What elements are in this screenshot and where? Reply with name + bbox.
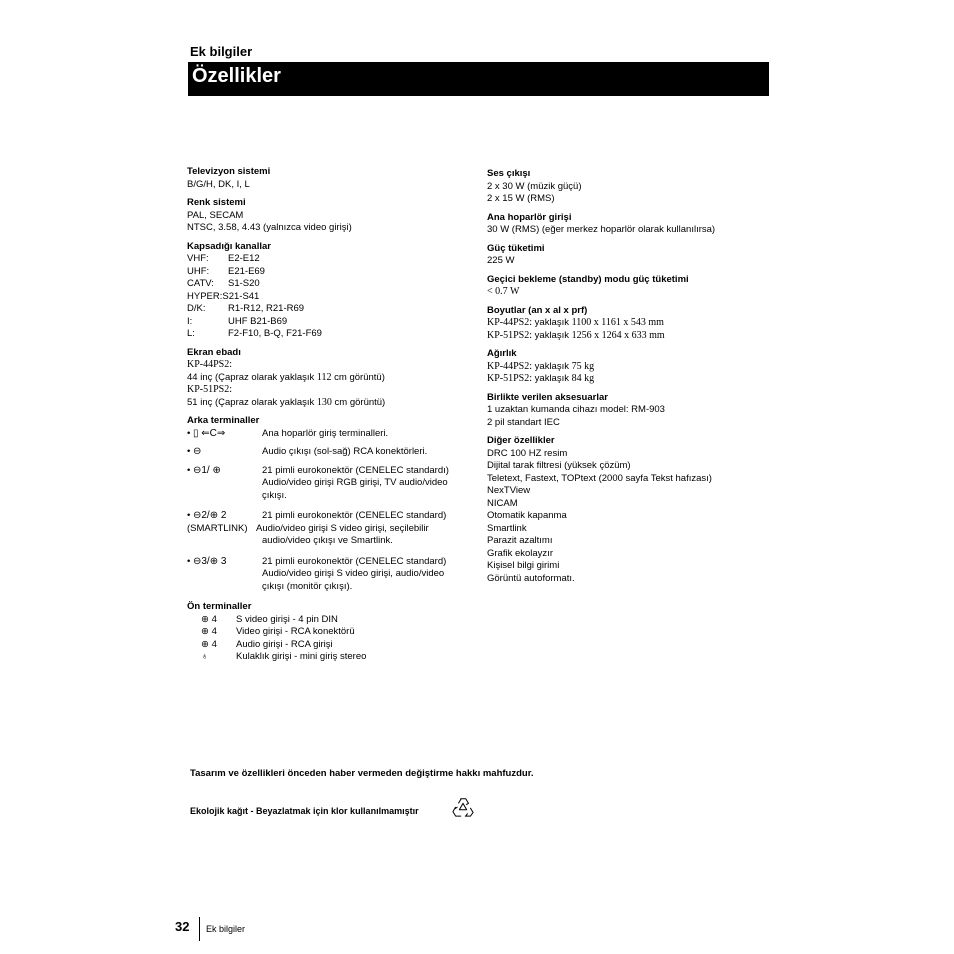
spec-change-notice: Tasarım ve özellikleri önceden haber vermeden değiştirme hakkı mahfuzdur. <box>190 768 534 779</box>
scart-2-icon: ⊖2/⊕ 2 <box>192 510 227 521</box>
channel-row <box>187 291 467 304</box>
spec-value: B/G/H, DK, I, L <box>187 178 250 190</box>
recycle-icon <box>452 796 474 818</box>
model-name: KP-51PS2: <box>487 373 533 384</box>
desc-line: çıkışı. <box>262 489 287 501</box>
page-title: Özellikler <box>192 65 281 87</box>
channel-range: S21-S41 <box>222 290 260 302</box>
channel-range: R1-R12, R21-R69 <box>228 303 305 314</box>
s-video-icon: ⊕ 4 <box>201 613 217 625</box>
channel-band: VHF: <box>187 253 209 264</box>
spec-value: 1 uzaktan kumanda cihazı model: RM-903 <box>487 404 665 415</box>
spec-other-features <box>487 435 767 585</box>
channel-range: F2-F10, B-Q, F21-F69 <box>228 328 322 339</box>
desc-line: Audio/video girişi S video girişi, audio/video <box>262 568 445 579</box>
spec-heading: Birlikte verilen aksesuarlar <box>487 391 608 403</box>
channel-band: UHF: <box>187 265 210 277</box>
text: cm görüntü) <box>331 371 385 383</box>
channel-row <box>187 303 467 316</box>
spec-screen-size <box>187 347 467 410</box>
feature-item: Smartlink <box>487 522 527 534</box>
channel-row <box>187 278 467 291</box>
page-number: 32 <box>175 919 190 934</box>
audio-out-icon: ⊖ <box>192 446 202 457</box>
feature-item: Parazit azaltımı <box>487 535 553 546</box>
model-name: KP-51PS2: <box>187 384 233 395</box>
terminal-audio-out <box>187 446 467 459</box>
terminal-scart-1 <box>187 465 467 503</box>
spec-power <box>487 243 767 268</box>
headphone-icon: ♁ <box>201 651 209 662</box>
terminal-desc <box>262 465 467 503</box>
feature-item: NICAM <box>487 497 518 509</box>
spec-speaker-input <box>487 212 767 237</box>
number: 1100 x 1161 x 543 mm <box>571 317 664 328</box>
smartlink-label: (SMARTLINK) <box>187 522 248 534</box>
text: 44 inç (Çapraz olarak yaklaşık <box>187 371 317 383</box>
spec-value: 225 W <box>487 255 515 266</box>
spec-heading: Ağırlık <box>487 348 517 359</box>
audio-in-icon: ⊕ 4 <box>201 638 217 650</box>
scart-3-icon: ⊖3/⊕ 3 <box>192 555 227 567</box>
spec-heading: Geçici bekleme (standby) modu güç tüketimi <box>487 273 689 285</box>
terminal-scart-2 <box>187 510 467 548</box>
footer-section-label: Ek bilgiler <box>206 924 246 934</box>
feature-item: Kişisel bilgi girimi <box>487 560 560 571</box>
channel-band: I: <box>187 315 193 327</box>
spec-channels <box>187 241 467 341</box>
right-column <box>487 168 767 591</box>
number: 84 kg <box>571 373 595 384</box>
spec-value <box>187 397 467 410</box>
terminal-desc <box>262 556 467 594</box>
spec-heading: Televizyon sistemi <box>187 166 271 177</box>
terminal-desc: Ana hoparlör giriş terminalleri. <box>262 427 389 439</box>
model-name: KP-44PS2: <box>187 359 233 370</box>
model-name: KP-44PS2: <box>487 360 533 372</box>
spec-heading: Güç tüketimi <box>487 242 545 254</box>
spec-value <box>487 330 767 343</box>
channel-row <box>187 266 467 279</box>
spec-heading: Ses çıkışı <box>487 168 531 179</box>
feature-item: Otomatik kapanma <box>487 510 567 521</box>
feature-item: Görüntü autoformatı. <box>487 572 575 584</box>
front-terminal-row <box>201 651 467 664</box>
title-bar <box>188 62 769 96</box>
number: 112 <box>316 371 332 383</box>
desc-line: Audio/video girişi S video girişi, seçilebilir <box>256 522 429 534</box>
terminal-label: • ▯ ⇐C⇒ <box>187 427 226 439</box>
desc-line: 21 pimli eurokonektör (CENELEC standardı) <box>262 464 449 476</box>
text: yaklaşık <box>532 317 572 328</box>
spec-tv-system <box>187 166 467 191</box>
spec-weight <box>487 348 767 386</box>
channel-band: L: <box>187 328 195 339</box>
spec-accessories <box>487 392 767 430</box>
front-terminal-desc: S video girişi - 4 pin DIN <box>236 613 338 625</box>
feature-item: Grafik ekolayzır <box>487 547 553 559</box>
terminal-desc: Audio çıkışı (sol-sağ) RCA konektörleri. <box>262 446 428 457</box>
spec-heading: Ekran ebadı <box>187 346 241 358</box>
feature-item: DRC 100 HZ resim <box>487 447 568 459</box>
terminal-label: • ⊖2/⊕ 2 <box>187 510 227 521</box>
model-name: KP-51PS2: <box>487 329 533 341</box>
footer-divider <box>199 917 200 941</box>
spec-heading: Renk sistemi <box>187 197 246 208</box>
spec-rear-terminals <box>187 415 467 593</box>
spec-heading: Diğer özellikler <box>487 435 555 446</box>
model-name: KP-44PS2: <box>487 317 533 328</box>
terminal-speaker <box>187 428 467 441</box>
eco-paper-notice: Ekolojik kağıt - Beyazlatmak için klor kullanılmamıştır <box>190 806 419 816</box>
spec-heading: Boyutlar (an x al x prf) <box>487 304 588 316</box>
front-terminal-desc: Audio girişi - RCA girişi <box>236 638 333 650</box>
number: 1256 x 1264 x 633 mm <box>571 329 665 341</box>
spec-value: PAL, SECAM <box>187 209 244 221</box>
spec-value: NTSC, 3.58, 4.43 (yalnızca video girişi) <box>187 222 352 233</box>
channel-range: UHF B21-B69 <box>228 315 288 327</box>
channel-band: HYPER: <box>187 290 223 302</box>
channel-row <box>187 316 467 329</box>
video-in-icon: ⊕ 4 <box>201 626 217 637</box>
section-label: Ek bilgiler <box>190 44 253 59</box>
terminal-label: • ⊖1/ ⊕ <box>187 464 221 476</box>
desc-line: 21 pimli eurokonektör (CENELEC standard) <box>262 555 447 567</box>
channel-row <box>187 328 467 341</box>
feature-item: Dijital tarak filtresi (yüksek çözüm) <box>487 460 631 471</box>
feature-item: NexTView <box>487 485 531 496</box>
spec-value <box>487 317 767 330</box>
channel-band: D/K: <box>187 303 206 314</box>
spec-heading: Ana hoparlör girişi <box>487 211 572 223</box>
terminal-label: • ⊖ <box>187 446 202 457</box>
spec-value: < 0.7 W <box>487 286 520 297</box>
spec-sound-output <box>487 168 767 206</box>
spec-heading: Arka terminaller <box>187 415 260 426</box>
number: 75 kg <box>571 360 595 372</box>
desc-line: audio/video çıkışı ve Smartlink. <box>262 535 393 546</box>
feature-item: Teletext, Fastext, TOPtext (2000 sayfa Tekst hafızası) <box>487 472 712 484</box>
text: yaklaşık <box>532 373 572 384</box>
desc-line: 21 pimli eurokonektör (CENELEC standard) <box>262 510 447 521</box>
spec-heading: Ön terminaller <box>187 601 252 612</box>
text: yaklaşık <box>532 329 572 341</box>
desc-line: çıkışı (monitör çıkışı). <box>262 580 353 592</box>
left-column <box>187 166 467 670</box>
spec-value: 2 x 30 W (müzik güçü) <box>487 180 582 192</box>
speaker-terminal-icon: ▯ ⇐C⇒ <box>192 427 226 439</box>
spec-value: 2 pil standart IEC <box>487 416 560 428</box>
spec-value <box>487 361 767 374</box>
number: 130 <box>316 396 332 408</box>
spec-front-terminals <box>187 601 467 664</box>
channel-row <box>187 253 467 266</box>
text: 51 inç (Çapraz olarak yaklaşık <box>187 396 317 408</box>
channel-band: CATV: <box>187 278 214 289</box>
spec-value: 2 x 15 W (RMS) <box>487 193 555 204</box>
front-terminal-row <box>201 639 467 652</box>
text: yaklaşık <box>532 360 572 372</box>
channel-range: S1-S20 <box>228 278 260 289</box>
terminal-label: • ⊖3/⊕ 3 <box>187 555 227 567</box>
front-terminal-desc: Kulaklık girişi - mini giriş stereo <box>236 651 367 662</box>
spec-value <box>487 373 767 386</box>
spec-value: 30 W (RMS) (eğer merkez hoparlör olarak kullanılırsa) <box>487 224 716 235</box>
front-terminal-row <box>201 614 467 627</box>
text: cm görüntü) <box>331 396 386 408</box>
spec-heading: Kapsadığı kanallar <box>187 240 271 252</box>
spec-dimensions <box>487 305 767 343</box>
spec-value <box>187 372 467 385</box>
scart-1-icon: ⊖1/ ⊕ <box>192 464 221 476</box>
terminal-scart-3 <box>187 556 467 594</box>
channel-range: E2-E12 <box>228 253 260 264</box>
front-terminal-desc: Video girişi - RCA konektörü <box>236 626 355 637</box>
spec-color-system <box>187 197 467 235</box>
front-terminal-row <box>201 626 467 639</box>
spec-standby-power <box>487 274 767 299</box>
channel-range: E21-E69 <box>228 265 265 277</box>
desc-line: Audio/video girişi RGB girişi, TV audio/video <box>262 477 448 488</box>
